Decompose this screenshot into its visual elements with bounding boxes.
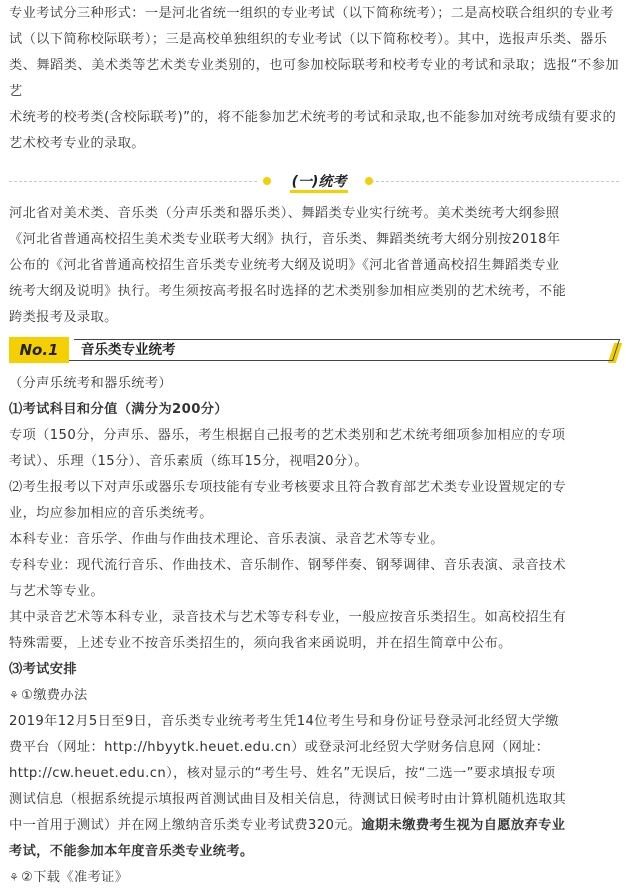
divider-dot-left <box>263 177 271 185</box>
divider-title <box>277 171 361 193</box>
section-title: 音乐类专业统考 <box>81 342 176 358</box>
body-line: 业，均应参加相应的音乐类统考。 <box>9 506 213 521</box>
subtitle: （分声乐统考和器乐统考） <box>9 376 173 391</box>
body-line: http://cw.heuet.edu.cn），核对显示的“考生号、姓名”无误后，按“二选一”要求填报专项 <box>9 766 556 781</box>
article <box>9 0 619 891</box>
body-line: 中一首用于测试）并在网上缴纳音乐类专业考试费320元。 <box>9 818 362 833</box>
tongkao-line: 《河北省普通高校招生美术类专业联考大纲》执行，音乐类、舞蹈类统考大纲分别按2018年 <box>9 232 561 247</box>
heading-subjects-text: ⑴考试科目和分值（满分为200分） <box>9 402 228 417</box>
divider-title-paren: (一) <box>291 174 319 190</box>
payment-paragraph <box>9 709 619 865</box>
intro-line: 类、舞蹈类、美术类等艺术类专业类别的，也可参加校际联考和校考专业的考试和录取；选报“不参加艺 <box>9 58 619 99</box>
tongkao-line: 跨类报考及录取。 <box>9 310 118 325</box>
section-number-badge: No.1 <box>9 337 69 363</box>
intro-line: 专业考试分三种形式：一是河北省统一组织的专业考试（以下简称统考）；二是高校联合组织的专业考 <box>9 6 614 21</box>
intro-line: 试（以下简称校际联考）；三是高校单独组织的专业考试（以下简称校考）。其中，选报声乐类、器乐 <box>9 32 608 47</box>
deadline-warning-cont: 考试，不能参加本年度音乐类专业统考。 <box>9 844 254 859</box>
heading-schedule-text: ⑶考试安排 <box>9 662 77 677</box>
subjects-paragraph <box>9 423 619 475</box>
body-line: 特殊需要，上述专业不按音乐类招生的，须向我省来函说明，并在招生简章中公布。 <box>9 636 512 651</box>
body-line: 2019年12月5日至9日，音乐类专业统考考生凭14位考生号和身份证号登录河北经贸大学缴 <box>9 714 559 729</box>
admission-ticket-item-text: ②下载《准考证》 <box>21 870 129 885</box>
divider-line-right <box>371 181 619 182</box>
tongkao-line: 河北省对美术类、音乐类（分声乐类和器乐类）、舞蹈类专业实行统考。美术类统考大纲参照 <box>9 206 560 221</box>
intro-line: 术统考的校考类(含校际联考)”的，将不能参加艺术统考的考试和录取,也不能参加对统考成绩有要求的 <box>9 110 617 125</box>
scope-paragraph <box>9 475 619 527</box>
body-line: ⑵考生报考以下对声乐或器乐专项技能有专业考核要求且符合教育部艺术类专业设置规定的专 <box>9 480 567 495</box>
divider-title-text: 统考 <box>318 174 347 190</box>
body-line: 与艺术等专业。 <box>9 584 105 599</box>
recording-paragraph <box>9 605 619 657</box>
body-line: 其中录音艺术等本科专业，录音技术与艺术等专科专业，一般应按音乐类招生。如高校招生有 <box>9 610 567 625</box>
payment-item <box>9 683 619 709</box>
heading-schedule <box>9 657 619 683</box>
admission-ticket-item <box>9 865 619 891</box>
body-line: 专科专业：现代流行音乐、作曲技术、音乐制作、钢琴伴奏、钢琴调律、音乐表演、录音技术 <box>9 558 567 573</box>
body-line: 考试）、乐理（15分）、音乐素质（练耳15分，视唱20分）。 <box>9 454 369 469</box>
divider-line-left <box>9 181 257 182</box>
college-paragraph <box>9 553 619 605</box>
flower-icon: ⚘ <box>9 689 20 702</box>
section-header <box>9 337 619 363</box>
body-line: 测试信息（根据系统提示填报两首测试曲目及相关信息，待测试日候考时由计算机随机选取其 <box>9 792 567 807</box>
payment-item-text: ①缴费办法 <box>21 688 88 703</box>
deadline-warning: 逾期未缴费考生视为自愿放弃专业 <box>361 818 566 833</box>
intro-line: 艺术校考专业的录取。 <box>9 136 145 151</box>
undergrad-paragraph: 本科专业：音乐学、作曲与作曲技术理论、音乐表演、录音艺术等专业。 <box>9 532 444 547</box>
section-divider <box>9 171 619 193</box>
tongkao-paragraph <box>9 201 619 331</box>
body-line: 费平台（网址：http://hbyytk.heuet.edu.cn）或登录河北经贸大学财务信息网（网址： <box>9 740 550 755</box>
tongkao-line: 公布的《河北省普通高校招生音乐类专业统考大纲及说明》《河北省普通高校招生舞蹈类专业 <box>9 258 560 273</box>
flower-icon: ⚘ <box>9 871 20 884</box>
body-line: 专项（150分，分声乐、器乐，考生根据自己报考的艺术类别和艺术统考细项参加相应的专项 <box>9 428 566 443</box>
intro-paragraph <box>9 1 619 157</box>
tongkao-line: 统考大纲及说明》执行。考生须按高考报名时选择的艺术类别参加相应类别的艺术统考，不能 <box>9 284 567 299</box>
heading-subjects <box>9 397 619 423</box>
